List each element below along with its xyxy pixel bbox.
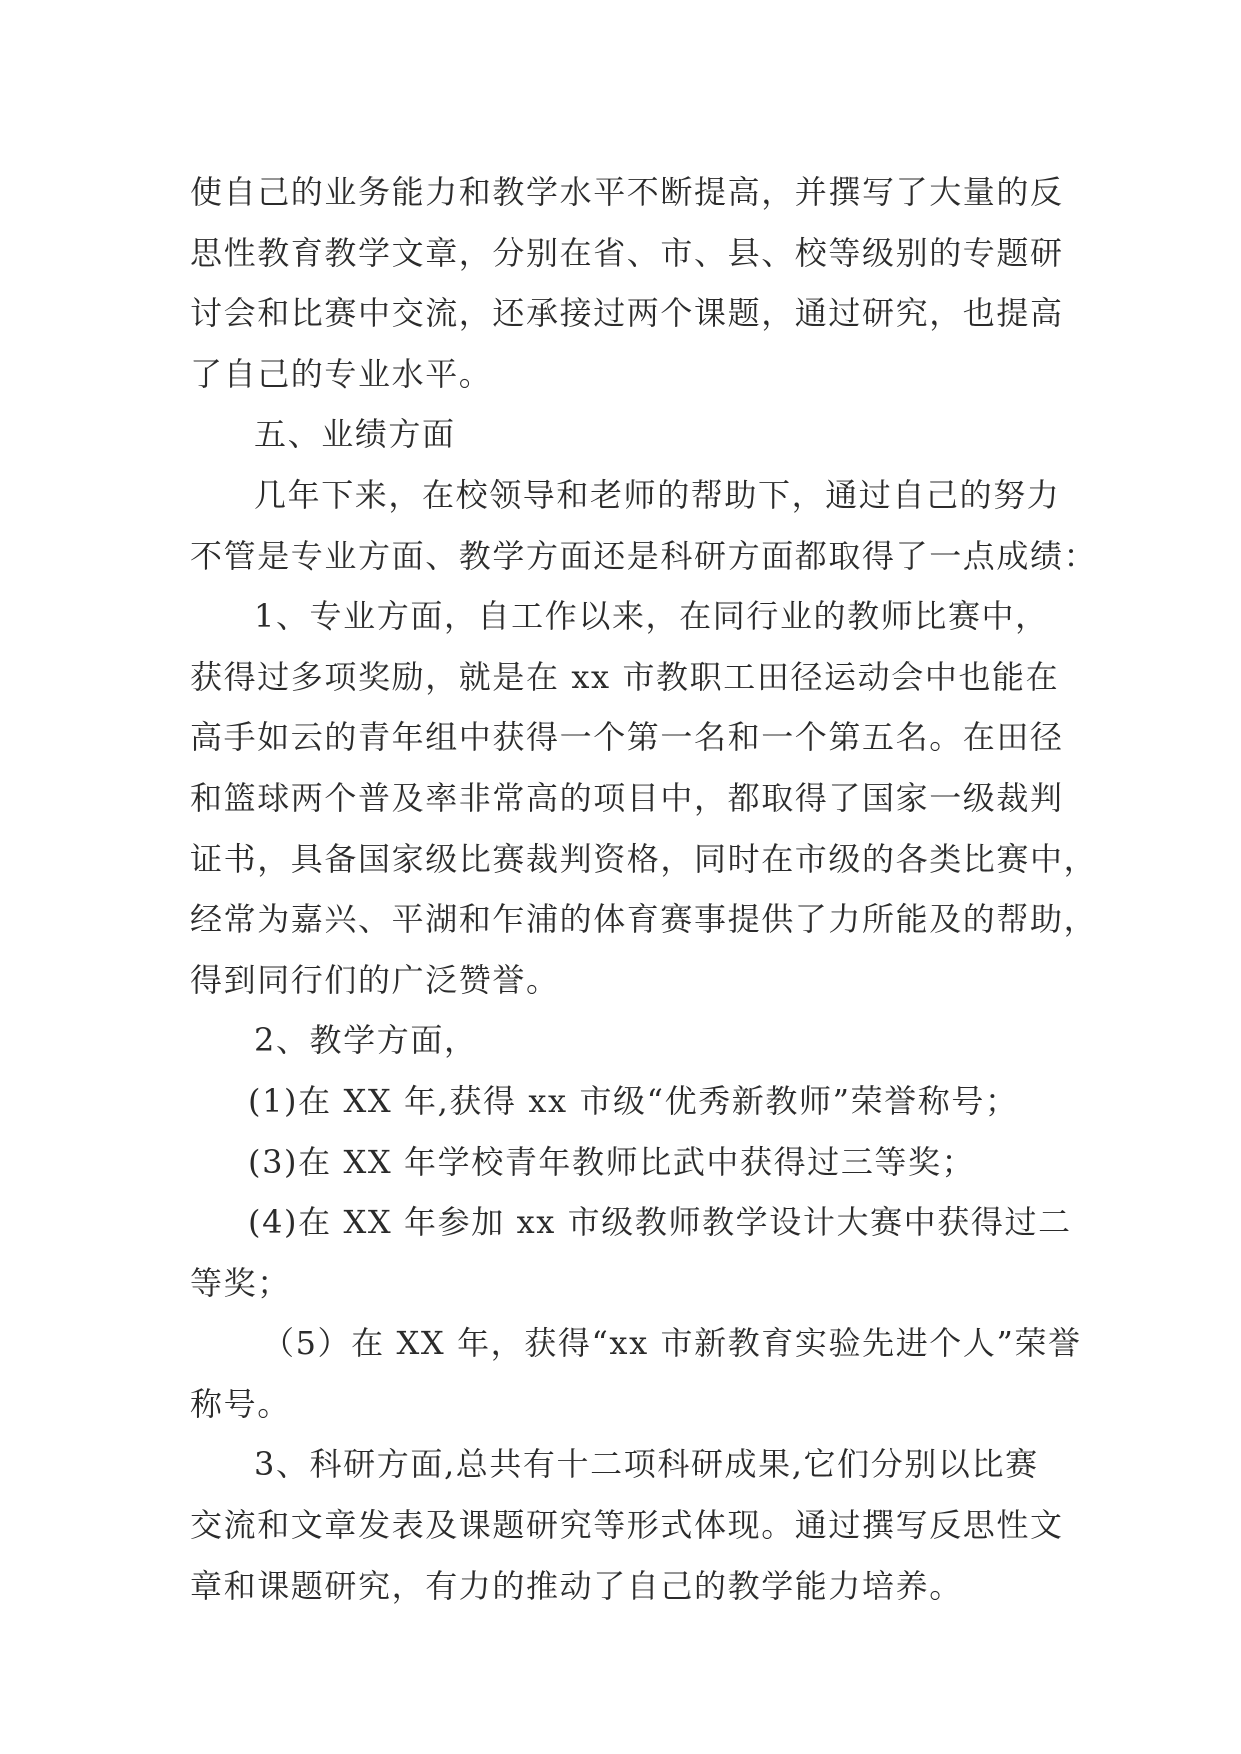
paragraph-intro: [190, 465, 1098, 586]
item-professional: [190, 586, 1098, 1010]
document-body: [190, 162, 1098, 1616]
text-line: 不管是专业方面、教学方面还是科研方面都取得了一点成绩：: [190, 536, 1098, 575]
item-heading: 2、教学方面，: [254, 1021, 478, 1060]
paragraph-continuation: [190, 162, 1064, 404]
text-line: 1、专业方面，自工作以来，在同行业的教师比赛中，: [254, 597, 1049, 636]
sub-item-4: (4)在 XX 年参加 xx 市级教师教学设计大赛中获得过二: [248, 1203, 1072, 1242]
text-line: 和篮球两个普及率非常高的项目中，都取得了国家一级裁判: [190, 778, 1064, 817]
text-line: 等奖；: [190, 1263, 291, 1302]
text-line: 交流和文章发表及课题研究等形式体现。通过撰写反思性文: [190, 1506, 1064, 1545]
sub-item-3: (3)在 XX 年学校青年教师比武中获得过三等奖；: [248, 1142, 976, 1181]
text-line: 经常为嘉兴、平湖和乍浦的体育赛事提供了力所能及的帮助，: [190, 900, 1098, 939]
text-line: 获得过多项奖励，就是在 xx 市教职工田径运动会中也能在: [190, 657, 1060, 696]
text-line: 讨会和比赛中交流，还承接过两个课题，通过研究，也提高: [190, 294, 1064, 333]
item-teaching: [190, 1010, 1082, 1434]
text-line: 得到同行们的广泛赞誉。: [190, 960, 560, 999]
text-line: 使自己的业务能力和教学水平不断提高，并撰写了大量的反: [190, 173, 1064, 211]
sub-item-5: （5）在 XX 年，获得“xx 市新教育实验先进个人”荣誉: [262, 1324, 1082, 1363]
text-line: 3、科研方面,总共有十二项科研成果,它们分别以比赛: [254, 1445, 1039, 1484]
text-line: 章和课题研究，有力的推动了自己的教学能力培养。: [190, 1566, 963, 1605]
text-line: 几年下来，在校领导和老师的帮助下，通过自己的努力: [254, 475, 1061, 514]
text-line: 称号。: [190, 1384, 291, 1423]
text-line: 思性教育教学文章，分别在省、市、县、校等级别的专题研: [190, 233, 1064, 272]
text-line: 高手如云的青年组中获得一个第一名和一个第五名。在田径: [190, 718, 1064, 757]
text-line: 证书，具备国家级比赛裁判资格，同时在市级的各类比赛中，: [190, 839, 1098, 878]
section-heading: 五、业绩方面: [254, 415, 456, 454]
sub-item-1: (1)在 XX 年,获得 xx 市级“优秀新教师”荣誉称号；: [248, 1081, 1019, 1120]
text-line: 了自己的专业水平。: [190, 354, 493, 393]
item-research: [190, 1434, 1064, 1616]
